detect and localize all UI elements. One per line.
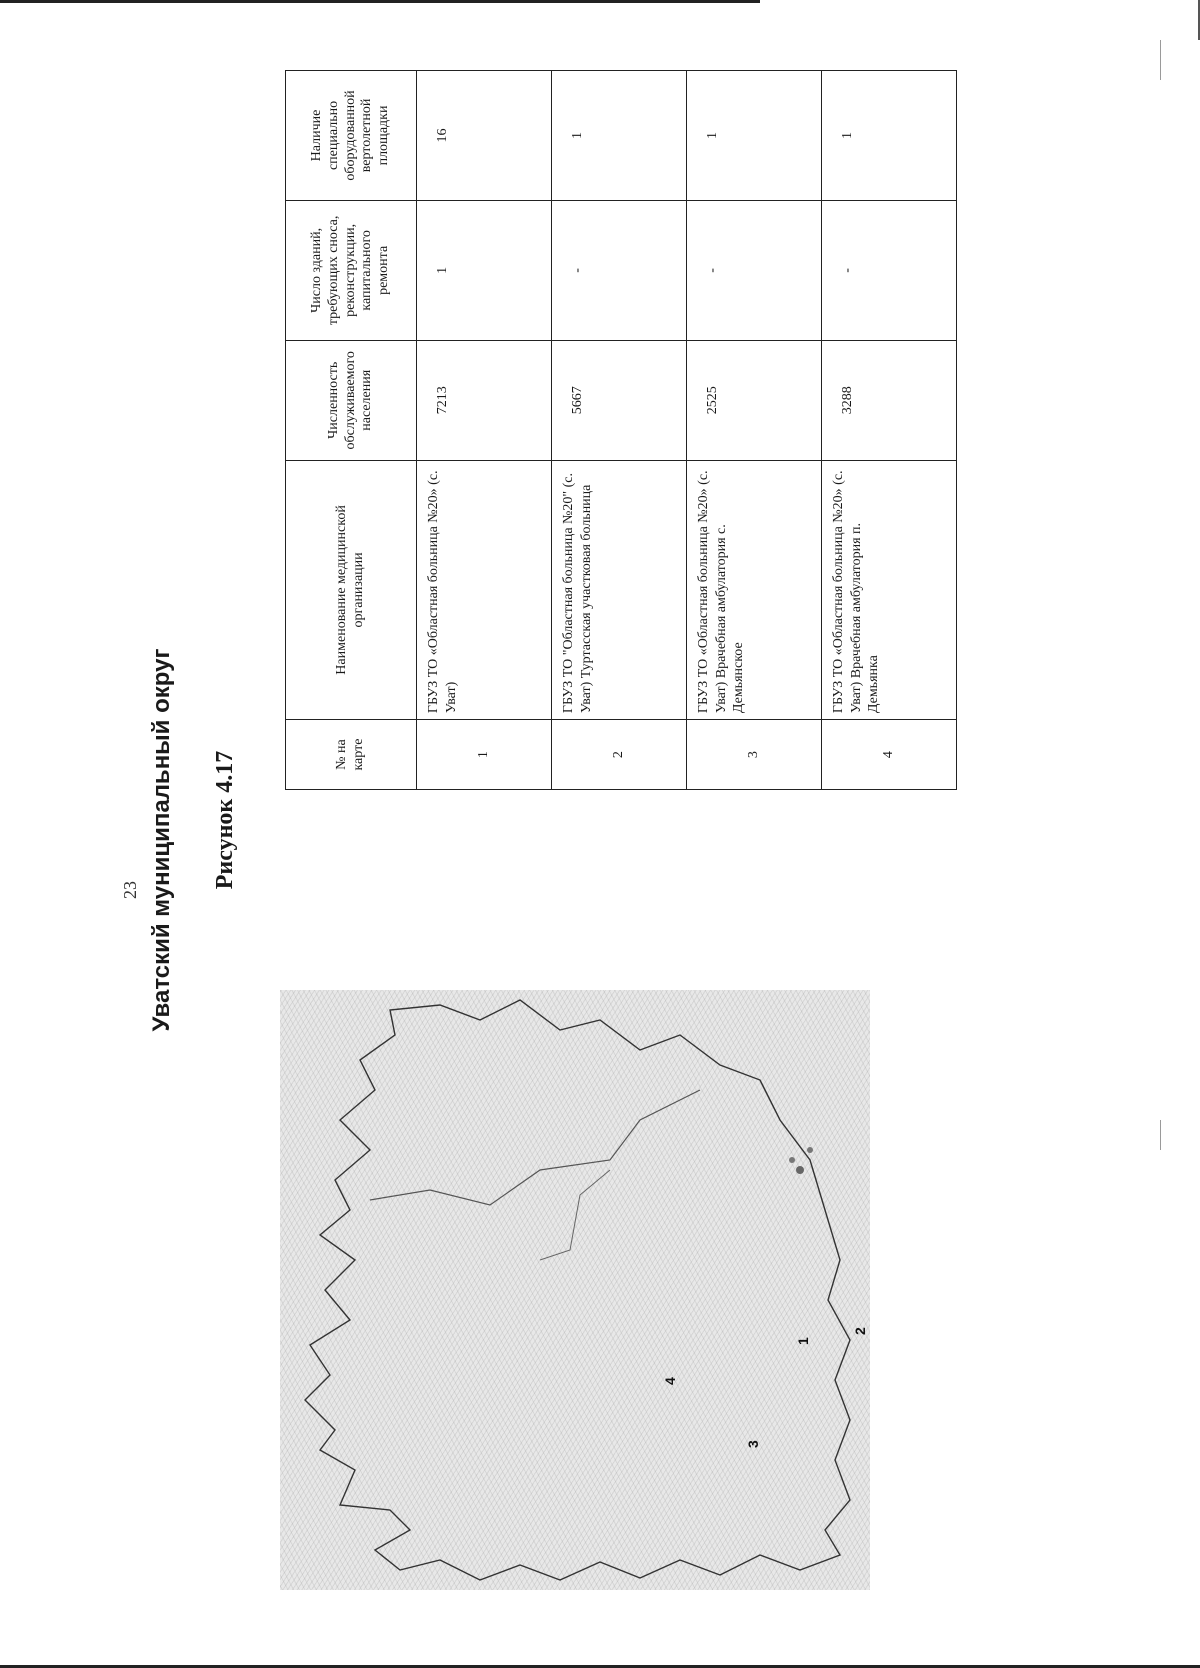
cell-organization-name: ГБУЗ ТО «Областная больница №20» (с. Уват) Врачебная амбулатория п. Демьянка	[822, 460, 957, 719]
cell-organization-name: ГБУЗ ТО «Областная больница №20» (с. Уват)	[417, 460, 552, 719]
scan-edge-top	[0, 0, 760, 3]
district-map-outline	[280, 990, 870, 1590]
settlement-dot	[796, 1166, 804, 1174]
header-helipad: Наличие специально оборудованной вертолетной площадки	[286, 71, 417, 201]
map-marker-4: 4	[662, 1377, 678, 1385]
table-row	[687, 71, 822, 790]
cell-population: 7213	[417, 340, 552, 460]
internal-boundary	[370, 1090, 700, 1205]
settlement-dot	[807, 1147, 813, 1153]
map-marker-2: 2	[852, 1327, 868, 1335]
page-number: 23	[120, 881, 140, 899]
cell-helipad: 16	[417, 71, 552, 201]
header-population: Численность обслуживаемого населения	[286, 340, 417, 460]
cell-helipad: 1	[552, 71, 687, 201]
scan-mark	[1160, 40, 1161, 80]
map-marker-3: 3	[745, 1440, 761, 1448]
cell-population: 3288	[822, 340, 957, 460]
header-buildings: Число зданий, требующих сноса, реконструкции, капитального ремонта	[286, 200, 417, 340]
cell-buildings: 1	[417, 200, 552, 340]
map-marker-1: 1	[795, 1337, 811, 1345]
scan-mark	[1160, 1120, 1161, 1150]
cell-helipad: 1	[822, 71, 957, 201]
cell-map-number: 1	[417, 720, 552, 790]
header-organization-name: Наименование медицинской организации	[286, 460, 417, 719]
rotated-sheet	[100, 90, 1100, 1570]
cell-helipad: 1	[687, 71, 822, 201]
table-row	[552, 71, 687, 790]
figure-label: Рисунок 4.17	[212, 750, 238, 890]
cell-buildings: -	[822, 200, 957, 340]
document-title: Уватский муниципальный округ	[148, 648, 175, 1032]
cell-buildings: -	[687, 200, 822, 340]
cell-organization-name: ГБУЗ ТО «Областная больница №20» (с. Уват) Врачебная амбулатория с. Демьянское	[687, 460, 822, 719]
cell-population: 2525	[687, 340, 822, 460]
cell-buildings: -	[552, 200, 687, 340]
cell-population: 5667	[552, 340, 687, 460]
table-header-row	[286, 71, 417, 790]
district-boundary	[305, 1000, 850, 1580]
cell-map-number: 2	[552, 720, 687, 790]
cell-map-number: 4	[822, 720, 957, 790]
header-map-number: № на карте	[286, 720, 417, 790]
medical-organizations-table	[285, 70, 957, 790]
table-row	[417, 71, 552, 790]
settlement-dot	[789, 1157, 795, 1163]
cell-map-number: 3	[687, 720, 822, 790]
district-map	[280, 990, 870, 1590]
cell-organization-name: ГБУЗ ТО "Областная больница №20" (с. Уват) Туртасская участковая больница	[552, 460, 687, 719]
road-line	[540, 1170, 610, 1260]
table-row	[822, 71, 957, 790]
